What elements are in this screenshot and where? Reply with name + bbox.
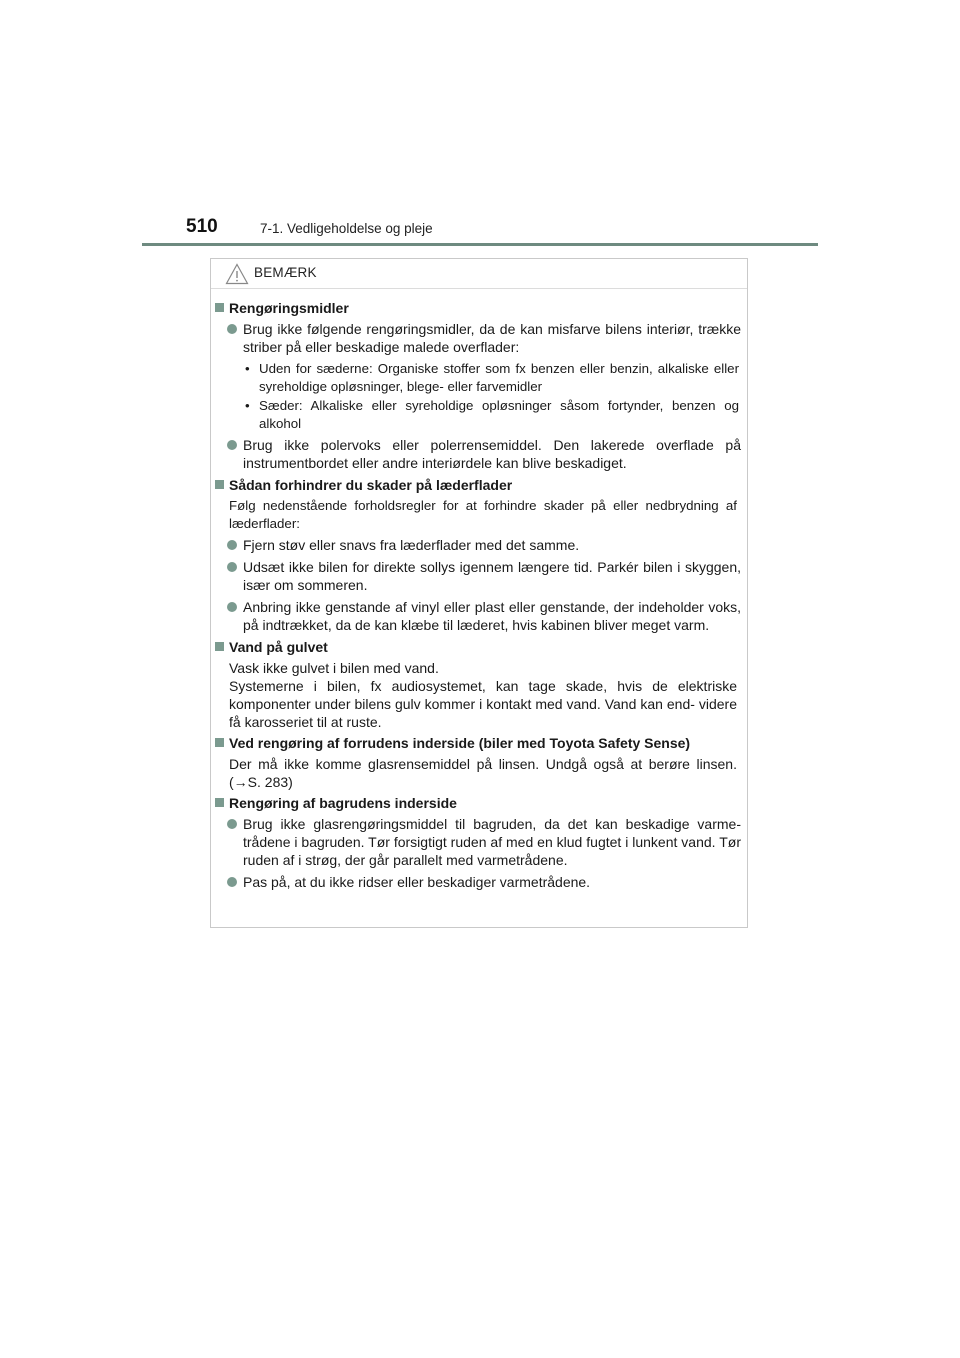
round-bullet-icon [227, 562, 237, 572]
page-header [142, 214, 818, 248]
round-bullet-icon [227, 540, 237, 550]
section-paragraph: Følg nedenstående forholdsregler for at forhindre skader på eller nedbrydning af læderflader: [229, 498, 737, 531]
round-bullet-icon [227, 440, 237, 450]
section-water-floor [211, 638, 747, 731]
sub-item: • Sæder: Alkaliske eller syreholdige opløsninger såsom fortynder, benzen og alkohol [245, 398, 739, 431]
square-bullet-icon [215, 303, 224, 312]
list-item: Pas på, at du ikke ridser eller beskadiger varmetrådene. [229, 873, 747, 891]
round-bullet-icon [227, 877, 237, 887]
section-leather [211, 476, 747, 634]
round-bullet-icon [227, 324, 237, 334]
round-bullet-icon [227, 602, 237, 612]
section-rear-window [211, 794, 747, 891]
page-number: 510 [186, 216, 218, 237]
notice-title: BEMÆRK [254, 265, 317, 280]
list-item: Brug ikke følgende rengøringsmidler, da de kan misfarve bilens interiør, trække striber på eller beskadige malede overflader: [229, 320, 747, 356]
list-item: Anbring ikke genstande af vinyl eller plast eller genstande, der indeholder voks, på indtrækket, da de kan klæbe til læderet, hvis kabinen bliver meget varm. [229, 598, 747, 634]
list-item: Brug ikke polervoks eller polerrensemiddel. Den lakerede overflade på instrumentbordet eller andre interiørdele kan blive beskadiget. [229, 436, 747, 472]
section-paragraph: Systemerne i bilen, fx audiosystemet, kan tage skade, hvis de elektriske komponenter under bilens gulv kommer i kontakt med vand. Vand kan end- videre få karosseriet til at ruste. [229, 678, 737, 730]
warning-triangle-icon [225, 263, 249, 285]
sub-item: • Uden for sæderne: Organiske stoffer som fx benzen eller benzin, alkaliske eller syreholdige opløsninger, blege- eller farvemidler [245, 361, 739, 394]
list-item: Fjern støv eller snavs fra læderflader med det samme. [229, 536, 747, 554]
section-windshield [211, 734, 747, 791]
section-title: Ved rengøring af forrudens inderside (biler med Toyota Safety Sense) [229, 735, 691, 751]
square-bullet-icon [215, 738, 224, 747]
sub-list [229, 360, 747, 432]
section-title: Rengøring af bagrudens inderside [229, 795, 457, 811]
section-title: Rengøringsmidler [229, 300, 349, 316]
round-bullet-icon [227, 819, 237, 829]
chapter-title: 7-1. Vedligeholdelse og pleje [260, 221, 433, 236]
section-title: Sådan forhindrer du skader på læderflader [229, 477, 513, 493]
notice-body [211, 299, 747, 895]
list-item: Udsæt ikke bilen for direkte sollys igennem længere tid. Parkér bilen i skyggen, især om sommeren. [229, 558, 747, 594]
square-bullet-icon [215, 642, 224, 651]
square-bullet-icon [215, 480, 224, 489]
section-cleaning-agents [211, 299, 747, 472]
header-rule [142, 243, 818, 246]
notice-header [211, 259, 747, 289]
notice-box [210, 258, 748, 928]
section-title: Vand på gulvet [229, 639, 328, 655]
square-bullet-icon [215, 798, 224, 807]
section-paragraph: Vask ikke gulvet i bilen med vand. [229, 660, 439, 676]
section-paragraph: Der må ikke komme glasrensemiddel på linsen. Undgå også at berøre linsen. (→S. 283) [229, 756, 737, 790]
list-item: Brug ikke glasrengøringsmiddel til bagruden, da det kan beskadige varme- trådene i bagruden. Tør forsigtigt ruden af med en klud fugtet i lunkent vand. Tør ruden af i strøg, der går parallelt med varmetrådene. [229, 815, 747, 869]
